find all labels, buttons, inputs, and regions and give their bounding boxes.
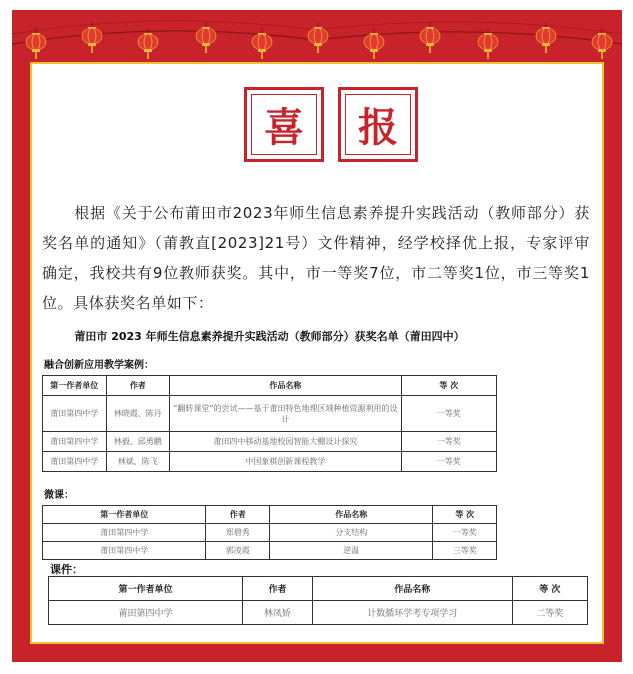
lantern-icon — [420, 22, 440, 53]
header-unit: 第一作者单位 — [49, 577, 243, 601]
header-unit: 第一作者单位 — [43, 376, 107, 396]
cell-rank: 三等奖 — [433, 542, 497, 560]
lantern-icon — [536, 22, 556, 53]
lantern-icon — [82, 22, 102, 53]
category-label-courseware: 课件： — [50, 563, 83, 576]
cell-unit: 莆田第四中学 — [49, 601, 243, 625]
table-row — [43, 432, 497, 452]
cell-author: 林晓霞、陈丹 — [106, 396, 170, 432]
header-rank: 等 次 — [433, 506, 497, 524]
cell-rank: 一等奖 — [433, 524, 497, 542]
cell-unit: 莆田第四中学 — [43, 542, 206, 560]
cell-work: 计数循环学考专项学习 — [313, 601, 512, 625]
lantern-icon — [308, 22, 328, 53]
award-list-image — [42, 322, 497, 560]
lantern-icon — [196, 22, 216, 53]
title-char-1: 喜 — [251, 94, 317, 155]
cell-work: 分支结构 — [269, 524, 432, 542]
title-char-box-1 — [244, 87, 324, 162]
table-row — [43, 524, 497, 542]
award-table-case — [42, 375, 497, 472]
cell-author: 郭凌霞 — [206, 542, 270, 560]
title-char-box-2 — [338, 87, 418, 162]
cell-author: 林毅、邱勇鹏 — [106, 432, 170, 452]
header-work: 作品名称 — [269, 506, 432, 524]
cell-author: 郑碧秀 — [206, 524, 270, 542]
table-row — [43, 396, 497, 432]
announcement-text: 根据《关于公布莆田市2023年师生信息素养提升实践活动（教师部分）获奖名单的通知》（莆教直[2023]21号）文件精神，经学校择优上报，专家评审确定，我校共有9位教师获奖。其中，市一等奖7位，市二等奖1位，市三等奖1位。具体获奖名单如下： — [42, 204, 590, 312]
award-list-title: 莆田市 2023 年师生信息素养提升实践活动（教师部分）获奖名单（莆田四中） — [74, 330, 465, 343]
header-work: 作品名称 — [313, 577, 512, 601]
lantern-icon — [252, 28, 272, 59]
cell-rank: 一等奖 — [401, 396, 496, 432]
header-rank: 等 次 — [401, 376, 496, 396]
table-header-row — [43, 506, 497, 524]
table-row — [43, 452, 497, 472]
award-table-courseware — [48, 576, 588, 625]
cell-unit: 莆田第四中学 — [43, 432, 107, 452]
cell-author: 林凤娇 — [243, 601, 313, 625]
cell-work: 逆温 — [269, 542, 432, 560]
announcement-paragraph — [42, 198, 590, 318]
title-char-2: 报 — [345, 94, 411, 155]
cell-unit: 莆田第四中学 — [43, 452, 107, 472]
cell-unit: 莆田第四中学 — [43, 396, 107, 432]
table-row — [49, 601, 588, 625]
category-label-case: 融合创新应用教学案例： — [44, 360, 154, 371]
award-table-microlesson — [42, 505, 497, 560]
cell-rank: 一等奖 — [401, 432, 496, 452]
table-header-row — [43, 376, 497, 396]
lantern-icon — [364, 28, 384, 59]
cell-work: 中国象棋创新课程教学 — [170, 452, 402, 472]
cell-work: 莆田四中移动基地校园智能大棚设计探究 — [170, 432, 402, 452]
table-header-row — [49, 577, 588, 601]
cell-work: “翻转课堂”的尝试——基于莆田特色地理区域种植资源利用的设计 — [170, 396, 402, 432]
cell-unit: 莆田第四中学 — [43, 524, 206, 542]
cell-rank: 一等奖 — [401, 452, 496, 472]
lantern-icon — [592, 28, 612, 59]
lantern-icon — [26, 28, 46, 59]
header-rank: 等 次 — [512, 577, 587, 601]
table-row — [43, 542, 497, 560]
header-author: 作者 — [243, 577, 313, 601]
lantern-icon — [138, 28, 158, 59]
header-author: 作者 — [206, 506, 270, 524]
header-author: 作者 — [106, 376, 170, 396]
header-unit: 第一作者单位 — [43, 506, 206, 524]
header-work: 作品名称 — [170, 376, 402, 396]
cell-rank: 二等奖 — [512, 601, 587, 625]
category-label-microlesson: 微课： — [44, 490, 74, 501]
cell-author: 林斌、陈飞 — [106, 452, 170, 472]
